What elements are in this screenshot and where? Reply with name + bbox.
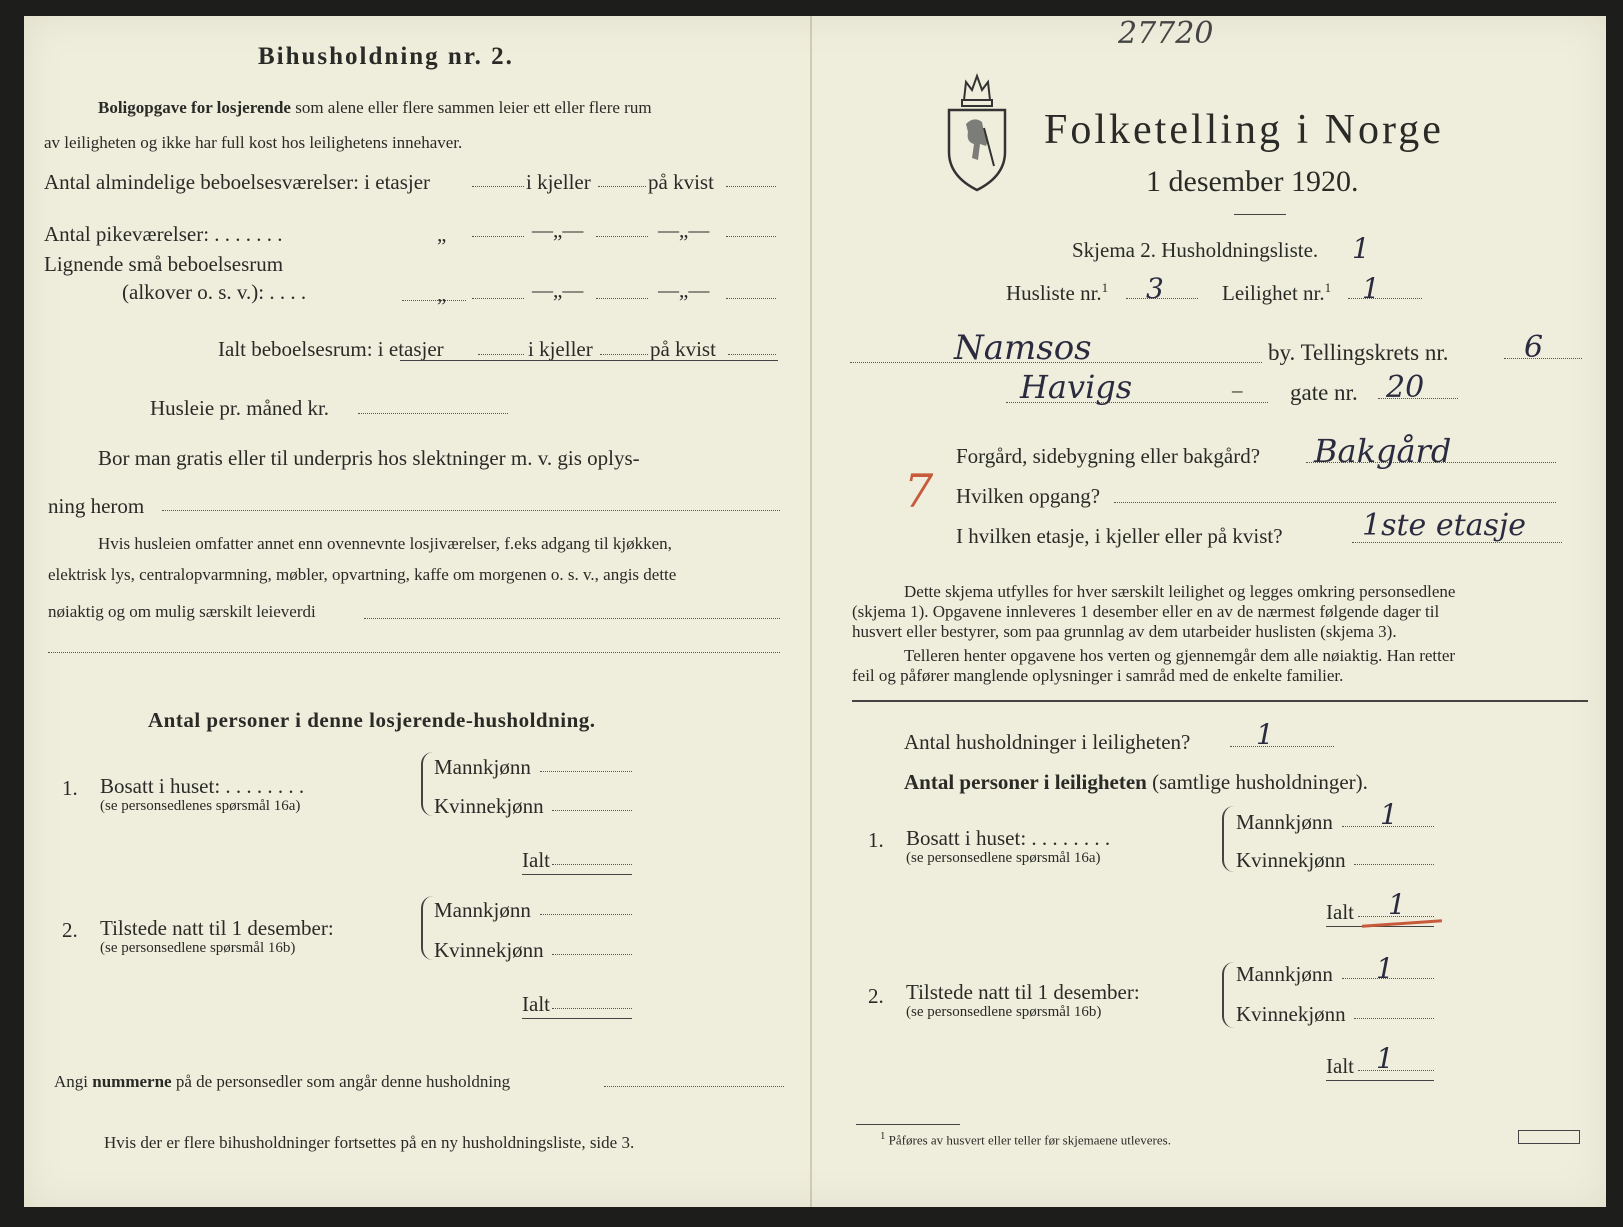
right-q1-number: 1. <box>868 828 884 852</box>
left-q2-ialt-label: Ialt <box>522 992 550 1016</box>
gate-value: 20 <box>1386 370 1425 405</box>
left-persons-heading: Antal personer i denne losjerende-husholdning. <box>148 708 596 732</box>
left-q2-kvinne-label: Kvinnekjønn <box>434 938 544 962</box>
right-persons-bold: Antal personer i leiligheten <box>904 770 1147 794</box>
right-q2-label: Tilstede natt til 1 desember: <box>906 980 1140 1004</box>
total-rooms-label: Ialt beboelsesrum: i etasjer <box>218 337 444 361</box>
left-q2-ialt-underline <box>522 1018 632 1019</box>
right-q2-kvinne-field[interactable] <box>1354 1018 1434 1019</box>
small-kjeller-field[interactable] <box>596 298 648 299</box>
left-q2-number: 2. <box>62 918 78 942</box>
right-q2-ialt-label: Ialt <box>1326 1054 1354 1078</box>
note-field-2[interactable] <box>48 652 780 653</box>
etasje-label: I hvilken etasje, i kjeller eller på kvist? <box>956 524 1283 548</box>
rooms-etasjer-field[interactable] <box>472 186 524 187</box>
small-ditto-3: —„— <box>658 278 710 302</box>
right-q1-sub: (se personsedlene spørsmål 16a) <box>906 850 1101 866</box>
leilighet-value: 1 <box>1362 272 1380 305</box>
footnote <box>880 1130 1171 1148</box>
left-q2-mann-label: Mannkjønn <box>434 898 531 922</box>
intro-rest: som alene eller flere sammen leier ett eller flere rum <box>295 98 652 117</box>
right-q2-ialt-underline <box>1326 1080 1434 1081</box>
left-q1-mann-label: Mannkjønn <box>434 755 531 779</box>
pike-ditto-1: „ <box>437 222 447 246</box>
gratis-line-2: ning herom <box>48 494 145 518</box>
rooms-kvist-field[interactable] <box>726 186 776 187</box>
info-line-3: husvert eller bestyrer, som paa grunnlag av dem utarbeider huslisten (skjema 3). <box>852 622 1397 641</box>
pike-kjeller-field[interactable] <box>596 236 648 237</box>
hush-label: Antal husholdninger i leiligheten? <box>904 730 1191 754</box>
small-rooms-label-2: (alkover o. s. v.): . . . . <box>122 280 307 304</box>
intro-line-1 <box>98 98 652 118</box>
left-q2-kvinne-field[interactable] <box>552 954 632 955</box>
total-kjeller-field[interactable] <box>600 354 648 355</box>
right-q2-ialt-value: 1 <box>1376 1042 1394 1075</box>
info-line-4: Telleren henter opgavene hos verten og gjennemgår dem alle nøiaktig. Han retter <box>904 646 1456 665</box>
husliste-label <box>1006 280 1108 306</box>
opgang-label: Hvilken opgang? <box>956 484 1101 508</box>
red-check-mark: 7 <box>904 464 934 518</box>
leilighet-field[interactable] <box>1348 298 1422 299</box>
left-q1-kvinne-label: Kvinnekjønn <box>434 794 544 818</box>
left-q1-kvinne-field[interactable] <box>552 810 632 811</box>
street-dash: – <box>1232 378 1243 402</box>
pike-ditto-2: —„— <box>532 218 584 242</box>
angi-bold: nummerne <box>92 1072 172 1091</box>
small-rooms-lead-field[interactable] <box>402 300 466 301</box>
left-q1-sub: (se personsedlenes spørsmål 16a) <box>100 798 301 814</box>
left-q2-label: Tilstede natt til 1 desember: <box>100 916 334 940</box>
total-underline <box>400 360 778 361</box>
left-q2-mann-field[interactable] <box>540 914 632 915</box>
info-line-5: feil og påfører manglende oplysninger i samråd med de enkelte familier. <box>852 666 1344 685</box>
total-kjeller-label: i kjeller <box>528 337 593 361</box>
pike-kvist-field[interactable] <box>726 236 776 237</box>
small-kvist-field[interactable] <box>726 298 776 299</box>
section-divider <box>852 700 1588 702</box>
left-q1-label: Bosatt i huset: . . . . . . . . <box>100 774 305 798</box>
left-q1-ialt-field[interactable] <box>552 864 632 865</box>
angi-line <box>54 1072 510 1092</box>
rooms-label: Antal almindelige beboelsesværelser: i etasjer <box>44 170 431 194</box>
left-q1-number: 1. <box>62 776 78 800</box>
archive-number: 27720 <box>1118 16 1214 51</box>
title-rule <box>1234 214 1286 215</box>
info-line-2: (skjema 1). Opgavene innleveres 1 desember eller en av de nærmest følgende dager til <box>852 602 1440 621</box>
note-line-3: nøiaktig og om mulig særskilt leieverdi <box>48 602 316 621</box>
small-ditto-2: —„— <box>532 278 584 302</box>
small-rooms-label-1: Lignende små beboelsesrum <box>44 252 284 276</box>
gate-label: gate nr. <box>1290 380 1358 405</box>
husliste-text: Husliste nr. <box>1006 281 1102 305</box>
footnote-number: 1 <box>880 1130 886 1142</box>
right-q2-number: 2. <box>868 984 884 1008</box>
leilighet-label <box>1222 280 1331 306</box>
hush-field[interactable] <box>1230 746 1334 747</box>
census-date: 1 desember 1920. <box>1146 165 1359 198</box>
intro-line-2: av leiligheten og ikke har full kost hos leilighetens innehaver. <box>44 133 463 152</box>
skjema-hand: 1 <box>1352 232 1370 265</box>
left-title: Bihusholdning nr. 2. <box>258 43 514 70</box>
rooms-kjeller-label: i kjeller <box>526 170 591 194</box>
info-line-1: Dette skjema utfylles for hver særskilt leilighet og legges omkring personsedlene <box>904 582 1456 601</box>
rent-field[interactable] <box>358 413 508 414</box>
page-fold <box>810 16 812 1207</box>
right-q2-kvinne-label: Kvinnekjønn <box>1236 1002 1346 1026</box>
printer-stamp <box>1518 1130 1580 1144</box>
footnote-text: Påføres av husvert eller teller før skjemaene utleveres. <box>888 1132 1171 1148</box>
husliste-sup: 1 <box>1101 280 1109 295</box>
left-q1-ialt-underline <box>522 874 632 875</box>
right-q1-mann-label: Mannkjønn <box>1236 810 1333 834</box>
right-q2-mann-value: 1 <box>1376 952 1394 985</box>
pike-label: Antal pikeværelser: . . . . . . . <box>44 222 283 246</box>
angi-pre: Angi <box>54 1072 88 1091</box>
note-line-2: elektrisk lys, centralopvarmning, møbler, opvartning, kaffe om morgenen o. s. v., angis dette <box>48 565 677 584</box>
norway-coat-of-arms-icon <box>944 70 1010 194</box>
total-kvist-label: på kvist <box>650 337 716 361</box>
rooms-kvist-label: på kvist <box>648 170 714 194</box>
right-persons-heading <box>904 770 1368 795</box>
total-kvist-field[interactable] <box>728 354 776 355</box>
left-q1-brace <box>421 752 433 816</box>
right-q1-ialt-label: Ialt <box>1326 900 1354 924</box>
left-q2-ialt-field[interactable] <box>552 1008 632 1009</box>
right-q1-mann-value: 1 <box>1380 798 1398 831</box>
right-persons-rest: (samtlige husholdninger). <box>1152 770 1368 794</box>
left-q1-mann-field[interactable] <box>540 771 632 772</box>
intro-bold: Boligopgave for losjerende <box>98 98 291 117</box>
skjema-label: Skjema 2. Husholdningsliste. <box>1072 238 1319 262</box>
right-q2-ialt-field[interactable] <box>1358 1070 1434 1071</box>
right-q1-brace <box>1222 806 1234 872</box>
left-q2-sub: (se personsedlene spørsmål 16b) <box>100 940 296 956</box>
small-ditto-1: „ <box>437 282 447 306</box>
city-value: Namsos <box>954 328 1092 368</box>
rooms-kjeller-field[interactable] <box>598 186 646 187</box>
right-q1-kvinne-field[interactable] <box>1354 864 1434 865</box>
right-q2-mann-label: Mannkjønn <box>1236 962 1333 986</box>
right-title: Folketelling i Norge <box>1044 107 1444 153</box>
by-krets-label: by. Tellingskrets nr. <box>1268 340 1449 365</box>
forgaard-label: Forgård, sidebygning eller bakgård? <box>956 444 1261 468</box>
right-q1-ialt-value: 1 <box>1388 888 1406 921</box>
right-q1-label: Bosatt i huset: . . . . . . . . <box>906 826 1111 850</box>
pike-etasjer-field[interactable] <box>472 236 524 237</box>
left-q2-brace <box>421 896 433 960</box>
left-q1-ialt-label: Ialt <box>522 848 550 872</box>
street-value: Havigs <box>1020 368 1133 406</box>
left-footer: Hvis der er flere bihusholdninger fortsettes på en ny husholdningsliste, side 3. <box>104 1133 635 1152</box>
total-etasjer-field[interactable] <box>478 354 524 355</box>
note-line-1: Hvis husleien omfatter annet enn ovennevnte losjiværelser, f.eks adgang til kjøkken, <box>98 534 672 553</box>
right-q1-kvinne-label: Kvinnekjønn <box>1236 848 1346 872</box>
angi-rest: på de personsedler som angår denne husholdning <box>175 1072 511 1091</box>
leilighet-text: Leilighet nr. <box>1222 281 1325 305</box>
rent-label: Husleie pr. måned kr. <box>150 396 330 420</box>
etasje-value: 1ste etasje <box>1362 508 1526 543</box>
gratis-field[interactable] <box>162 510 780 511</box>
pike-ditto-3: —„— <box>658 218 710 242</box>
small-etasjer-field[interactable] <box>472 298 524 299</box>
krets-value: 6 <box>1524 330 1544 365</box>
gratis-line-1: Bor man gratis eller til underpris hos slektninger m. v. gis oplys- <box>98 446 640 470</box>
footnote-rule <box>856 1124 960 1125</box>
note-field-1[interactable] <box>364 618 780 619</box>
leilighet-sup: 1 <box>1324 280 1332 295</box>
right-q2-brace <box>1222 962 1234 1028</box>
husliste-value: 3 <box>1146 272 1164 305</box>
forgaard-value: Bakgård <box>1314 432 1452 470</box>
right-q2-sub: (se personsedlene spørsmål 16b) <box>906 1004 1102 1020</box>
hush-value: 1 <box>1256 718 1274 751</box>
angi-field[interactable] <box>604 1086 784 1087</box>
opgang-field[interactable] <box>1114 502 1556 503</box>
